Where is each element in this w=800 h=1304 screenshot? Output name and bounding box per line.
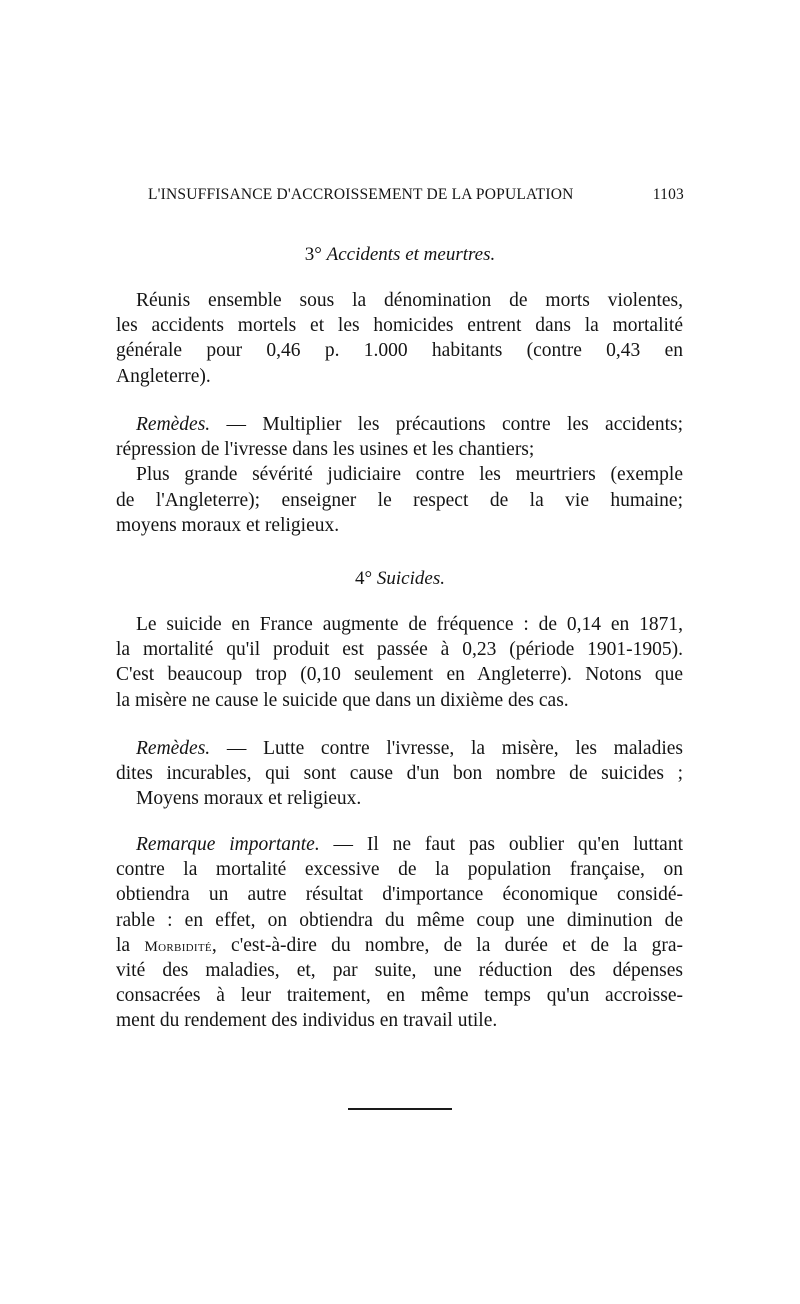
- section-3-title: Accidents et meurtres.: [326, 244, 496, 265]
- remedies-label: Remèdes.: [136, 414, 211, 435]
- remark-paragraph: [116, 832, 683, 1034]
- text-line: générale pour 0,46 p. 1.000 habitants (contre 0,43 en: [116, 340, 683, 362]
- section-4-intro-paragraph: [116, 612, 683, 713]
- text-line: moyens moraux et religieux.: [116, 514, 340, 536]
- text-line: consacrées à leur traitement, en même temps qu'un accroisse-: [116, 985, 683, 1007]
- text-line: Le suicide en France augmente de fréquence : de 0,14 en 1871,: [136, 614, 683, 635]
- section-4-title: Suicides.: [376, 568, 445, 589]
- text-line: dites incurables, qui sont cause d'un bon nombre de suicides ;: [116, 763, 683, 785]
- text-line: Moyens moraux et religieux.: [136, 788, 362, 810]
- section-4-remedies-paragraph: [116, 736, 683, 812]
- remedies-text: — Lutte contre l'ivresse, la misère, les maladies: [210, 738, 683, 759]
- section-3-intro-paragraph: [116, 288, 683, 389]
- text-line: [116, 832, 683, 857]
- text-line: [116, 933, 683, 958]
- text-line: [116, 736, 683, 761]
- text-line: de l'Angleterre); enseigner le respect de la vie humaine;: [116, 489, 683, 511]
- text-fragment: , c'est-à-dire du nombre, de la durée et de la gra-: [211, 934, 683, 956]
- running-head: [148, 186, 684, 204]
- morbidity-term: Morbidité: [144, 937, 212, 955]
- section-4-heading: [0, 568, 800, 590]
- section-3-remedies-paragraph: [116, 412, 683, 538]
- page-number: 1103: [652, 186, 684, 203]
- remedies-label: Remèdes.: [136, 738, 211, 759]
- running-title: L'INSUFFISANCE D'ACCROISSEMENT DE LA POPULATION: [148, 186, 574, 203]
- text-line: Angleterre).: [116, 365, 211, 387]
- text-fragment: la: [116, 934, 145, 956]
- text-line: rable : en effet, on obtiendra du même coup une diminution de: [116, 909, 683, 931]
- section-3-heading: [0, 244, 800, 266]
- text-line: répression de l'ivresse dans les usines et les chantiers;: [116, 439, 535, 461]
- text-line: la mortalité qu'il produit est passée à 0,23 (période 1901-1905).: [116, 639, 683, 661]
- text-line: les accidents mortels et les homicides entrent dans la mortalité: [116, 315, 683, 337]
- text-line: [116, 412, 683, 437]
- text-line: Plus grande sévérité judiciaire contre les meurtriers (exemple: [136, 464, 683, 486]
- text-line: contre la mortalité excessive de la population française, on: [116, 859, 683, 881]
- text-line: vité des maladies, et, par suite, une réduction des dépenses: [116, 959, 683, 981]
- remedies-text: — Multiplier les précautions contre les accidents;: [210, 414, 683, 435]
- section-4-number: 4°: [355, 568, 373, 589]
- section-3-number: 3°: [304, 244, 322, 265]
- remark-text: — Il ne faut pas oublier qu'en luttant: [319, 834, 684, 855]
- closing-rule: [348, 1108, 452, 1110]
- text-line: obtiendra un autre résultat d'importance économique considé-: [116, 884, 683, 906]
- text-line: la misère ne cause le suicide que dans un dixième des cas.: [116, 689, 569, 711]
- text-line: Réunis ensemble sous la dénomination de morts violentes,: [136, 290, 683, 311]
- remark-label: Remarque importante.: [136, 834, 320, 855]
- text-line: C'est beaucoup trop (0,10 seulement en Angleterre). Notons que: [116, 664, 683, 686]
- text-line: ment du rendement des individus en travail utile.: [116, 1010, 498, 1032]
